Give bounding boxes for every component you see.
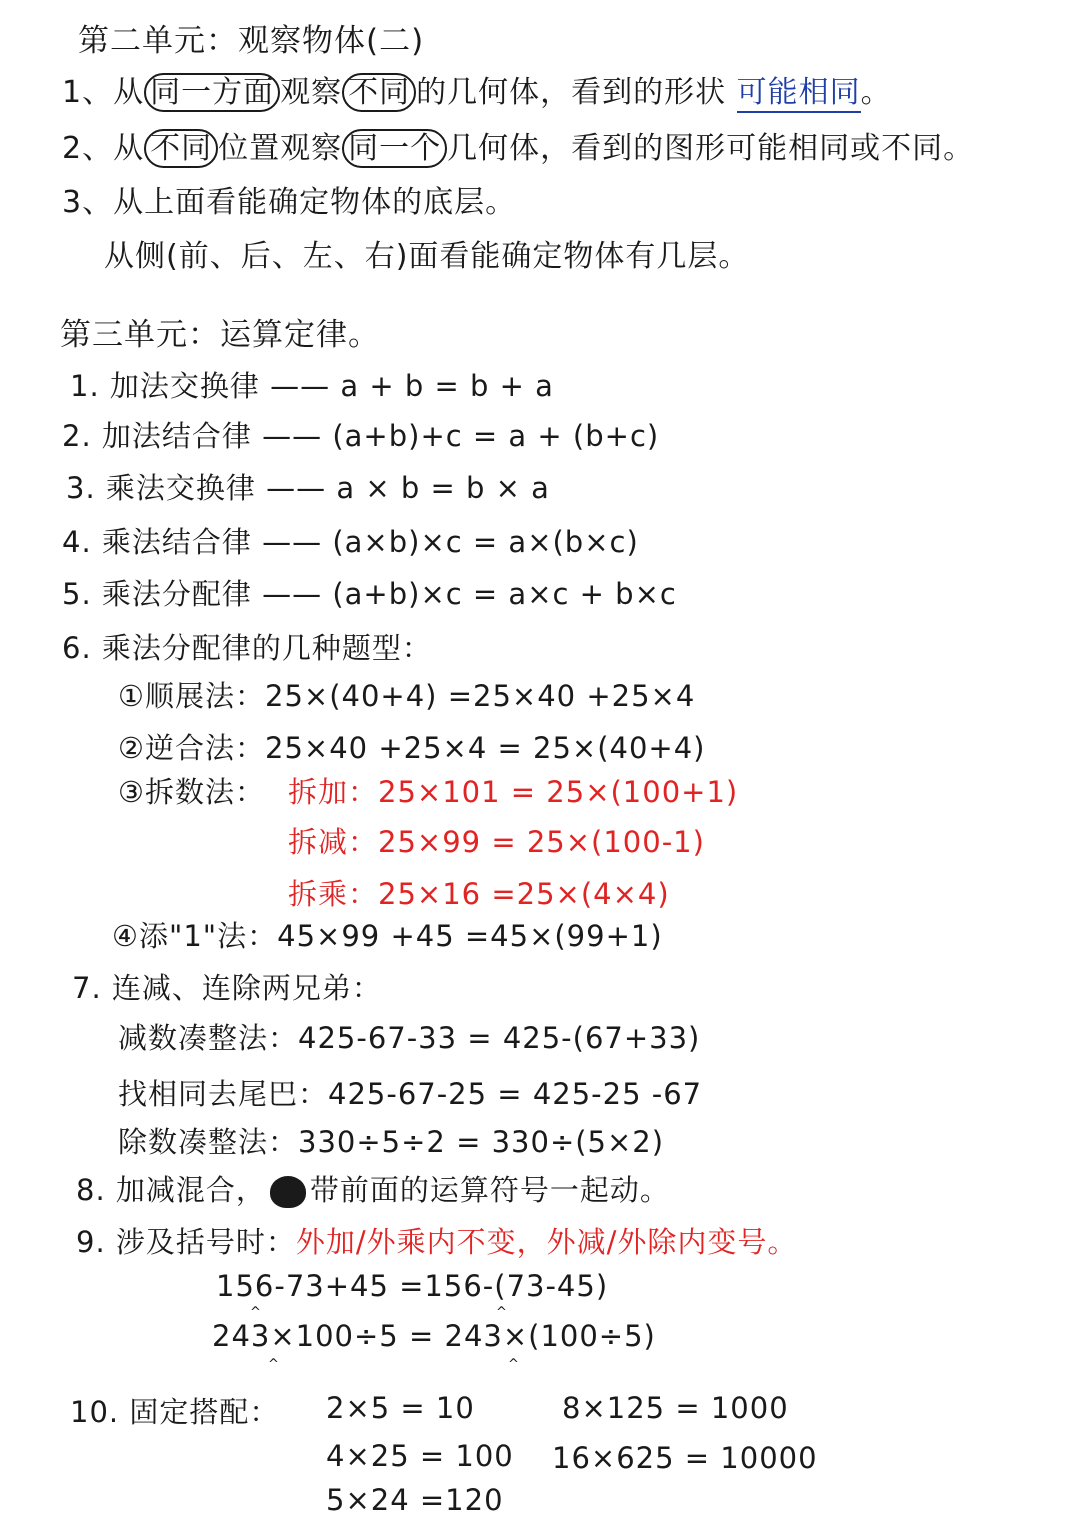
- law-number: 3.: [66, 471, 96, 505]
- circled-phrase: 同一个: [342, 129, 447, 168]
- dash: ——: [262, 577, 323, 611]
- method-3-add: 拆加：25×101 = 25×(100+1): [288, 775, 739, 809]
- unit2-point-2: [62, 131, 975, 166]
- caret-mark: ^: [496, 1305, 507, 1320]
- item-10-label: 10. 固定搭配：: [70, 1395, 280, 1429]
- item-9-rule: 外加/外乘内不变，外减/外除内变号。: [295, 1225, 798, 1259]
- text: 的几何体，看到的形状: [416, 75, 727, 110]
- method-1: ①顺展法：25×(40+4) =25×40 +25×4: [118, 679, 696, 713]
- pair-1: 2×5 = 10: [326, 1391, 475, 1425]
- text: 。: [860, 75, 892, 110]
- item-8-pre: 8. 加减混合，: [76, 1173, 266, 1207]
- caret-mark: ^: [508, 1357, 519, 1372]
- formula: a + b = b + a: [340, 369, 554, 403]
- unit2-point-1: [62, 75, 892, 110]
- law-name: 乘法交换律: [105, 471, 256, 505]
- item-8-post: 带前面的运算符号一起动。: [309, 1173, 670, 1207]
- formula: (a+b)×c = a×c + b×c: [332, 577, 677, 611]
- formula: a × b = b × a: [336, 471, 550, 505]
- method-2: ②逆合法：25×40 +25×4 = 25×(40+4): [118, 731, 706, 765]
- scribble-mark: [270, 1176, 306, 1208]
- item-9-pre: 9. 涉及括号时：: [76, 1225, 296, 1259]
- unit2-title: 第二单元：观察物体(二): [78, 23, 425, 59]
- law-3: [66, 471, 550, 505]
- pair-4: 8×125 = 1000: [562, 1391, 789, 1425]
- law-name: 加法结合律: [101, 419, 252, 453]
- item-7-line-3: 除数凑整法：330÷5÷2 = 330÷(5×2): [118, 1125, 665, 1159]
- dash: ——: [270, 369, 331, 403]
- item-8: [76, 1173, 670, 1208]
- dash: ——: [266, 471, 327, 505]
- law-4: [62, 525, 639, 559]
- formula: (a×b)×c = a×(b×c): [332, 525, 639, 559]
- item-9-example-1: 156-73+45 =156-(73-45): [216, 1269, 609, 1303]
- point-number: 3、: [62, 185, 114, 220]
- unit3-title: 第三单元：运算定律。: [60, 317, 380, 353]
- law-2: [62, 419, 660, 453]
- item-6-title: 6. 乘法分配律的几种题型：: [62, 631, 432, 665]
- item-9: [76, 1225, 798, 1259]
- text: 位置观察: [218, 131, 343, 166]
- point-number: 2、: [62, 131, 114, 166]
- formula: (a+b)+c = a + (b+c): [332, 419, 660, 453]
- point-number: 1、: [62, 75, 114, 110]
- law-5: [62, 577, 677, 611]
- dash: ——: [262, 419, 323, 453]
- text: 几何体，看到的图形可能相同或不同。: [447, 131, 975, 166]
- circled-phrase: 不同: [342, 73, 416, 112]
- item-7-line-2: 找相同去尾巴：425-67-25 = 425-25 -67: [118, 1077, 703, 1111]
- law-name: 加法交换律: [109, 369, 260, 403]
- dash: ——: [262, 525, 323, 559]
- method-3-sub: 拆减：25×99 = 25×(100-1): [288, 825, 705, 859]
- item-7-title: 7. 连减、连除两兄弟：: [72, 971, 382, 1005]
- pair-5: 16×625 = 10000: [552, 1441, 818, 1475]
- law-number: 1.: [70, 369, 100, 403]
- method-3-mul: 拆乘：25×16 =25×(4×4): [288, 877, 670, 911]
- law-number: 2.: [62, 419, 92, 453]
- law-name: 乘法结合律: [101, 525, 252, 559]
- law-number: 4.: [62, 525, 92, 559]
- law-number: 5.: [62, 577, 92, 611]
- text: 从: [113, 131, 145, 166]
- text: 从: [113, 75, 145, 110]
- caret-mark: ^: [250, 1305, 261, 1320]
- law-1: [70, 369, 554, 403]
- circled-phrase: 不同: [144, 129, 218, 168]
- unit2-point-3-cont: 从侧(前、后、左、右)面看能确定物体有几层。: [104, 239, 750, 274]
- unit2-point-3: [62, 185, 517, 220]
- caret-mark: ^: [268, 1357, 279, 1372]
- method-3-label: ③拆数法：: [118, 775, 265, 809]
- text: 从上面看能确定物体的底层。: [113, 185, 517, 220]
- item-7-line-1: 减数凑整法：425-67-33 = 425-(67+33): [118, 1021, 701, 1055]
- pair-3: 5×24 =120: [326, 1483, 504, 1517]
- pair-2: 4×25 = 100: [326, 1439, 514, 1473]
- law-name: 乘法分配律: [101, 577, 252, 611]
- method-4: ④添"1"法：45×99 +45 =45×(99+1): [112, 919, 663, 953]
- text: 观察: [280, 75, 343, 110]
- item-9-example-2: 243×100÷5 = 243×(100÷5): [212, 1319, 656, 1353]
- circled-phrase: 同一方面: [144, 73, 280, 112]
- highlight-phrase: 可能相同: [737, 75, 861, 113]
